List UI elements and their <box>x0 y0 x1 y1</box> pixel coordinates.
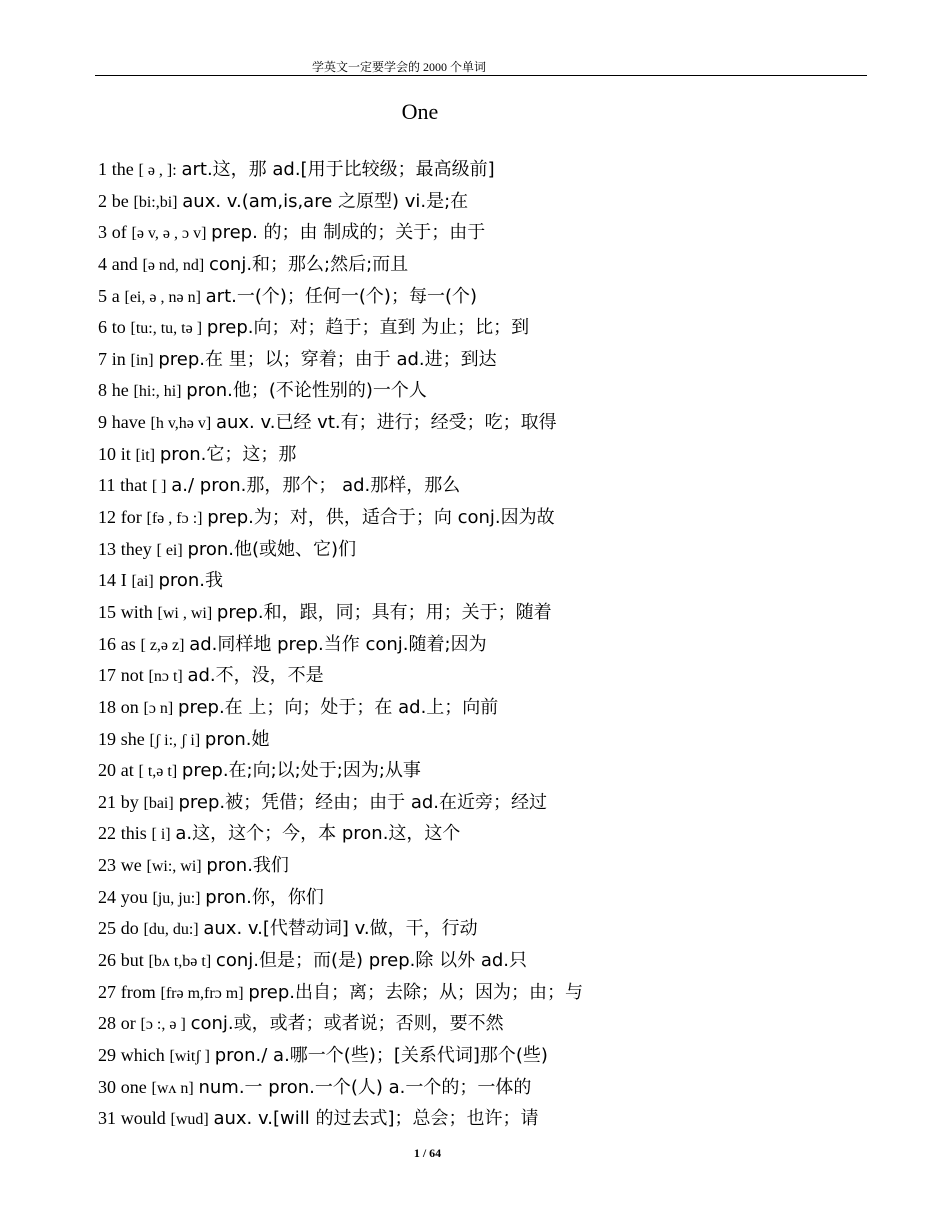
entry-phonetic: [ə v, ə , ɔ v] <box>131 225 207 243</box>
entry-number: 16 <box>98 633 116 654</box>
entry-word: it <box>120 443 131 464</box>
entry-phonetic: [ju, ju:] <box>152 889 201 907</box>
entry-number: 22 <box>98 823 116 844</box>
entry-number: 26 <box>98 950 116 971</box>
entry-phonetic: [h v,hə v] <box>150 415 212 433</box>
entry-number: 31 <box>98 1108 116 1129</box>
entry-word: would <box>120 1108 166 1129</box>
entry-phonetic: [bai] <box>143 794 174 812</box>
list-item <box>98 1008 878 1040</box>
list-item <box>98 154 878 186</box>
entry-word: on <box>120 696 139 717</box>
entry-word: do <box>120 918 139 939</box>
entry-definition: aux. v.[代替动词] v.做，干，行动 <box>203 918 478 940</box>
entry-phonetic: [ə nd, nd] <box>142 256 205 274</box>
list-item <box>98 312 878 344</box>
entry-phonetic: [fə , fɔ :] <box>146 510 203 528</box>
list-item <box>98 882 878 914</box>
entry-definition: prep.和，跟，同；具有；用；关于；随着 <box>216 601 552 623</box>
entry-phonetic: [ ə , ]: <box>138 162 177 179</box>
list-item <box>98 502 878 534</box>
list-item <box>98 787 878 819</box>
entry-definition: aux. v.(am,is,are 之原型) vi.是;在 <box>182 190 469 212</box>
entry-word: with <box>120 601 153 622</box>
entry-number: 17 <box>98 665 116 686</box>
page-header: 学英文一定要学会的 2000 个单词 <box>312 60 487 74</box>
entry-definition: pron.它；这；那 <box>159 443 297 465</box>
list-item <box>98 945 878 977</box>
entry-number: 23 <box>98 855 116 876</box>
list-item <box>98 977 878 1009</box>
entry-number: 1 <box>98 159 107 179</box>
list-item <box>98 565 878 597</box>
entry-definition: prep. 的；由 制成的；关于；由于 <box>211 222 486 244</box>
page-title: One <box>401 99 439 124</box>
list-item <box>98 534 878 566</box>
list-item <box>98 249 878 281</box>
entry-word: for <box>120 507 142 528</box>
list-item <box>98 660 878 692</box>
entry-word: he <box>111 380 129 401</box>
entry-phonetic: [ɔ :, ə ] <box>140 1016 186 1034</box>
list-item <box>98 818 878 850</box>
word-list <box>98 154 878 1135</box>
entry-definition: pron.他；(不论性别的)一个人 <box>186 380 427 402</box>
entry-word: we <box>120 855 142 876</box>
entry-word: this <box>120 823 147 844</box>
entry-phonetic: [bi:,bi] <box>133 193 178 211</box>
entry-word: from <box>120 981 156 1002</box>
entry-definition: num.一 pron.一个(人) a.一个的；一体的 <box>198 1076 532 1098</box>
entry-definition: pron.我们 <box>206 855 289 877</box>
entry-phonetic: [hi:, hi] <box>133 383 182 401</box>
entry-number: 20 <box>98 760 116 781</box>
entry-number: 7 <box>98 348 107 369</box>
list-item <box>98 281 878 313</box>
entry-word: which <box>120 1044 165 1065</box>
entry-definition: conj.但是；而(是) prep.除 以外 ad.只 <box>215 950 528 972</box>
entry-number: 5 <box>98 285 107 306</box>
entry-phonetic: [nɔ t] <box>148 668 183 686</box>
entry-definition: aux. v.[will 的过去式]；总会；也许；请 <box>213 1108 539 1130</box>
entry-word: and <box>111 253 138 274</box>
list-item <box>98 186 878 218</box>
entry-word: one <box>120 1076 147 1097</box>
entry-word: not <box>120 665 144 686</box>
list-item <box>98 375 878 407</box>
entry-number: 14 <box>98 570 116 591</box>
list-item <box>98 407 878 439</box>
entry-definition: pron./ a.哪一个(些)；[关系代词]那个(些) <box>214 1044 548 1066</box>
entry-number: 19 <box>98 728 116 749</box>
entry-number: 3 <box>98 222 107 243</box>
entry-phonetic: [tu:, tu, tə ] <box>130 320 203 338</box>
entry-number: 15 <box>98 601 116 622</box>
entry-number: 25 <box>98 918 116 939</box>
entry-number: 10 <box>98 443 116 464</box>
page-number: 1 / 64 <box>413 1146 442 1160</box>
entry-number: 9 <box>98 412 107 433</box>
entry-word: that <box>120 475 148 496</box>
entry-number: 8 <box>98 380 107 401</box>
entry-word: the <box>111 159 134 179</box>
entry-phonetic: [du, du:] <box>143 921 199 939</box>
entry-phonetic: [ ] <box>151 478 167 496</box>
entry-phonetic: [ʃ i:, ʃ i] <box>149 731 201 749</box>
entry-phonetic: [wi , wi] <box>157 604 213 622</box>
entry-phonetic: [witʃ ] <box>169 1047 210 1065</box>
entry-definition: prep.被；凭借；经由；由于 ad.在近旁；经过 <box>178 791 548 813</box>
entry-definition: art.一(个)；任何一(个)；每一(个) <box>205 285 477 307</box>
entry-definition: prep.在;向;以;处于;因为;从事 <box>181 760 421 782</box>
entry-number: 4 <box>98 253 107 274</box>
entry-definition: prep.为；对，供，适合于；向 conj.因为故 <box>207 507 555 529</box>
entry-word: they <box>120 538 152 559</box>
entry-word: a <box>111 285 120 306</box>
entry-number: 24 <box>98 886 116 907</box>
entry-word: as <box>120 633 136 654</box>
entry-phonetic: [wʌ n] <box>151 1079 194 1097</box>
entry-word: in <box>111 348 126 369</box>
entry-definition: a./ pron.那，那个； ad.那样，那么 <box>171 475 461 497</box>
list-item <box>98 755 878 787</box>
list-item <box>98 629 878 661</box>
entry-phonetic: [ai] <box>131 573 154 591</box>
entry-definition: pron.我 <box>158 570 224 592</box>
entry-number: 6 <box>98 317 107 338</box>
entry-number: 2 <box>98 190 107 211</box>
entry-number: 13 <box>98 538 116 559</box>
entry-definition: prep.在 上；向；处于；在 ad.上；向前 <box>178 696 499 718</box>
entry-word: you <box>120 886 148 907</box>
entry-phonetic: [it] <box>135 446 156 464</box>
entry-phonetic: [ z,ə z] <box>140 636 185 654</box>
entry-word: at <box>120 760 134 781</box>
entry-definition: pron.她 <box>204 728 270 750</box>
header-rule <box>95 75 867 76</box>
entry-definition: conj.或，或者；或者说；否则，要不然 <box>190 1013 504 1035</box>
entry-phonetic: [ i] <box>151 826 171 844</box>
list-item <box>98 692 878 724</box>
entry-definition: a.这，这个；今，本 pron.这，这个 <box>175 823 461 845</box>
list-item <box>98 724 878 756</box>
list-item <box>98 344 878 376</box>
entry-number: 21 <box>98 791 116 812</box>
entry-number: 28 <box>98 1013 116 1034</box>
entry-definition: ad.不，没，不是 <box>187 665 324 687</box>
entry-phonetic: [wud] <box>170 1111 209 1129</box>
list-item <box>98 1072 878 1104</box>
entry-phonetic: [frə m,frɔ m] <box>160 984 244 1002</box>
list-item <box>98 217 878 249</box>
entry-definition: prep.向；对；趋于；直到 为止；比；到 <box>206 317 530 339</box>
entry-phonetic: [wi:, wi] <box>146 858 202 876</box>
entry-phonetic: [ t,ə t] <box>138 763 178 781</box>
entry-word: but <box>120 950 144 971</box>
list-item <box>98 1040 878 1072</box>
list-item <box>98 850 878 882</box>
entry-number: 27 <box>98 981 116 1002</box>
entry-phonetic: [in] <box>130 351 154 369</box>
entry-definition: prep.在 里；以；穿着；由于 ad.进；到达 <box>158 348 497 370</box>
entry-definition: aux. v.已经 vt.有；进行；经受；吃；取得 <box>215 412 557 434</box>
entry-definition: conj.和；那么;然后;而且 <box>209 253 409 275</box>
entry-word: have <box>111 412 146 433</box>
entry-phonetic: [bʌ t,bə t] <box>148 953 212 971</box>
entry-word: she <box>120 728 145 749</box>
list-item <box>98 439 878 471</box>
entry-number: 29 <box>98 1044 116 1065</box>
entry-number: 30 <box>98 1076 116 1097</box>
entry-word: I <box>120 570 127 591</box>
entry-definition: pron.你，你们 <box>205 886 324 908</box>
list-item <box>98 1103 878 1135</box>
entry-number: 11 <box>98 475 116 496</box>
entry-word: be <box>111 190 129 211</box>
list-item <box>98 597 878 629</box>
list-item <box>98 913 878 945</box>
entry-definition: prep.出自；离；去除；从；因为；由；与 <box>248 981 583 1003</box>
entry-word: by <box>120 791 139 812</box>
entry-number: 12 <box>98 507 116 528</box>
entry-definition: pron.他(或她、它)们 <box>187 538 357 560</box>
entry-phonetic: [ei, ə , nə n] <box>124 288 201 306</box>
entry-word: to <box>111 317 126 338</box>
entry-word: of <box>111 222 127 243</box>
entry-definition: art.这，那 ad.[用于比较级；最高级前] <box>181 159 495 180</box>
entry-word: or <box>120 1013 136 1034</box>
entry-number: 18 <box>98 696 116 717</box>
entry-phonetic: [ ei] <box>156 541 183 559</box>
entry-phonetic: [ɔ n] <box>143 699 174 717</box>
list-item <box>98 470 878 502</box>
entry-definition: ad.同样地 prep.当作 conj.随着;因为 <box>189 633 487 655</box>
